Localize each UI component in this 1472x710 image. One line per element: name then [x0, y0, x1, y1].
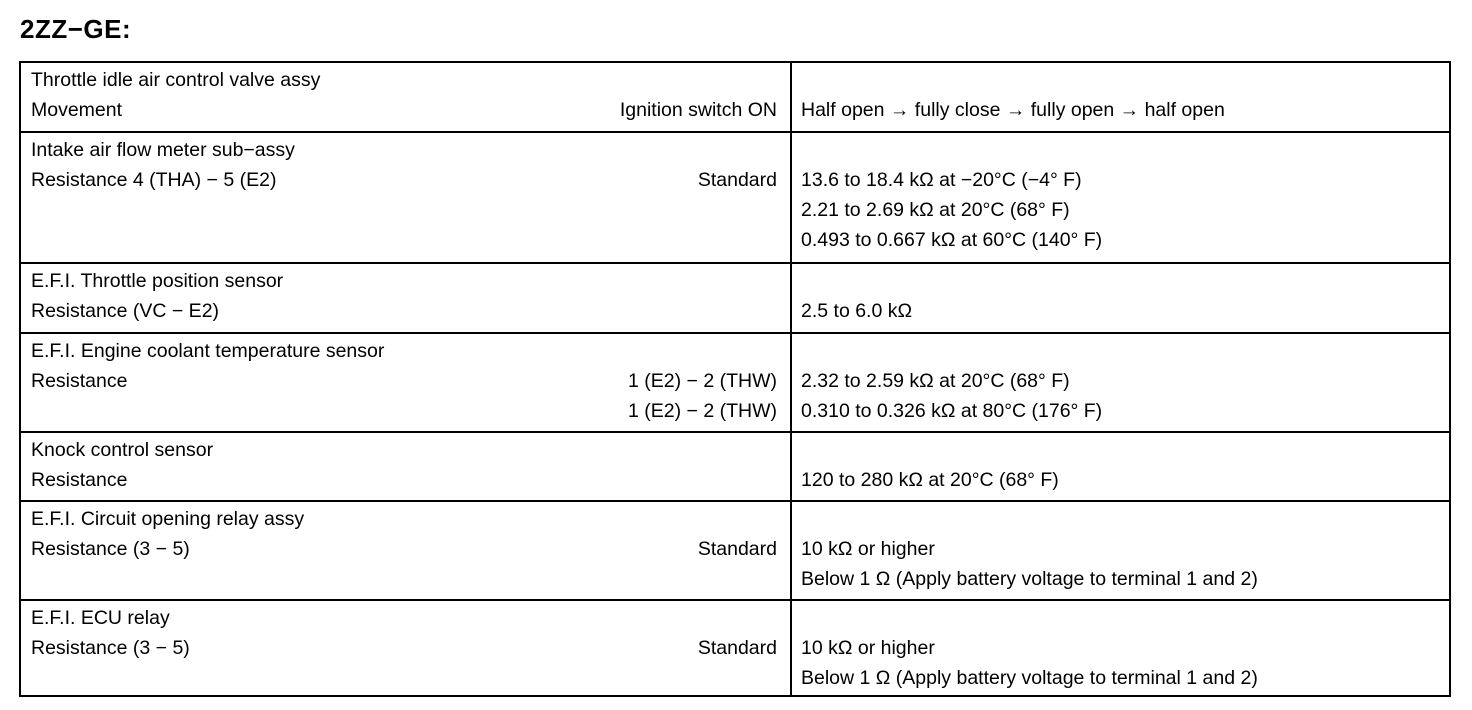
table-row [21, 502, 1449, 601]
spec-value: 13.6 to 18.4 kΩ at −20°C (−4° F) [801, 169, 1082, 191]
item-label: Resistance [31, 469, 128, 491]
column-divider [790, 133, 792, 262]
spec-value: 0.493 to 0.667 kΩ at 60°C (140° F) [801, 229, 1103, 251]
component-name: E.F.I. Throttle position sensor [31, 270, 284, 292]
table-row [21, 63, 1449, 133]
spec-value: 10 kΩ or higher [801, 637, 935, 659]
component-name: E.F.I. Circuit opening relay assy [31, 508, 305, 530]
component-name: Throttle idle air control valve assy [31, 69, 321, 91]
spec-value: 120 to 280 kΩ at 20°C (68° F) [801, 469, 1059, 491]
component-name: E.F.I. ECU relay [31, 607, 170, 629]
component-name: Knock control sensor [31, 439, 214, 461]
spec-value: Half open → fully close → fully open → half open [801, 99, 1225, 121]
column-divider [790, 334, 792, 431]
condition-label: 1 (E2) − 2 (THW) [628, 370, 777, 392]
item-label: Resistance 4 (THA) − 5 (E2) [31, 169, 277, 191]
column-divider [790, 264, 792, 332]
spec-value: Below 1 Ω (Apply battery voltage to terminal 1 and 2) [801, 568, 1258, 590]
item-label: Resistance (3 − 5) [31, 637, 190, 659]
table-row [21, 264, 1449, 334]
spec-table [19, 61, 1451, 697]
item-label: Movement [31, 99, 123, 121]
column-divider [790, 63, 792, 131]
spec-value: 2.5 to 6.0 kΩ [801, 300, 913, 322]
condition-label: Standard [697, 637, 777, 659]
table-row [21, 334, 1449, 433]
spec-value: 2.21 to 2.69 kΩ at 20°C (68° F) [801, 199, 1070, 221]
item-label: Resistance (3 − 5) [31, 538, 190, 560]
spec-value: 2.32 to 2.59 kΩ at 20°C (68° F) [801, 370, 1070, 392]
condition-label: Standard [697, 169, 777, 191]
page-title: 2ZZ−GE: [20, 14, 132, 44]
component-name: Intake air flow meter sub−assy [31, 139, 295, 161]
spec-value: Below 1 Ω (Apply battery voltage to terminal 1 and 2) [801, 667, 1258, 689]
item-label: Resistance (VC − E2) [31, 300, 220, 322]
column-divider [790, 502, 792, 599]
condition-label: 1 (E2) − 2 (THW) [628, 400, 777, 422]
item-label: Resistance [31, 370, 128, 392]
column-divider [790, 601, 792, 695]
spec-value: 10 kΩ or higher [801, 538, 935, 560]
component-name: E.F.I. Engine coolant temperature sensor [31, 340, 385, 362]
spec-value: 0.310 to 0.326 kΩ at 80°C (176° F) [801, 400, 1103, 422]
condition-label: Standard [697, 538, 777, 560]
table-row [21, 433, 1449, 502]
table-row [21, 133, 1449, 264]
table-row [21, 601, 1449, 695]
column-divider [790, 433, 792, 500]
condition-label: Ignition switch ON [619, 99, 777, 121]
